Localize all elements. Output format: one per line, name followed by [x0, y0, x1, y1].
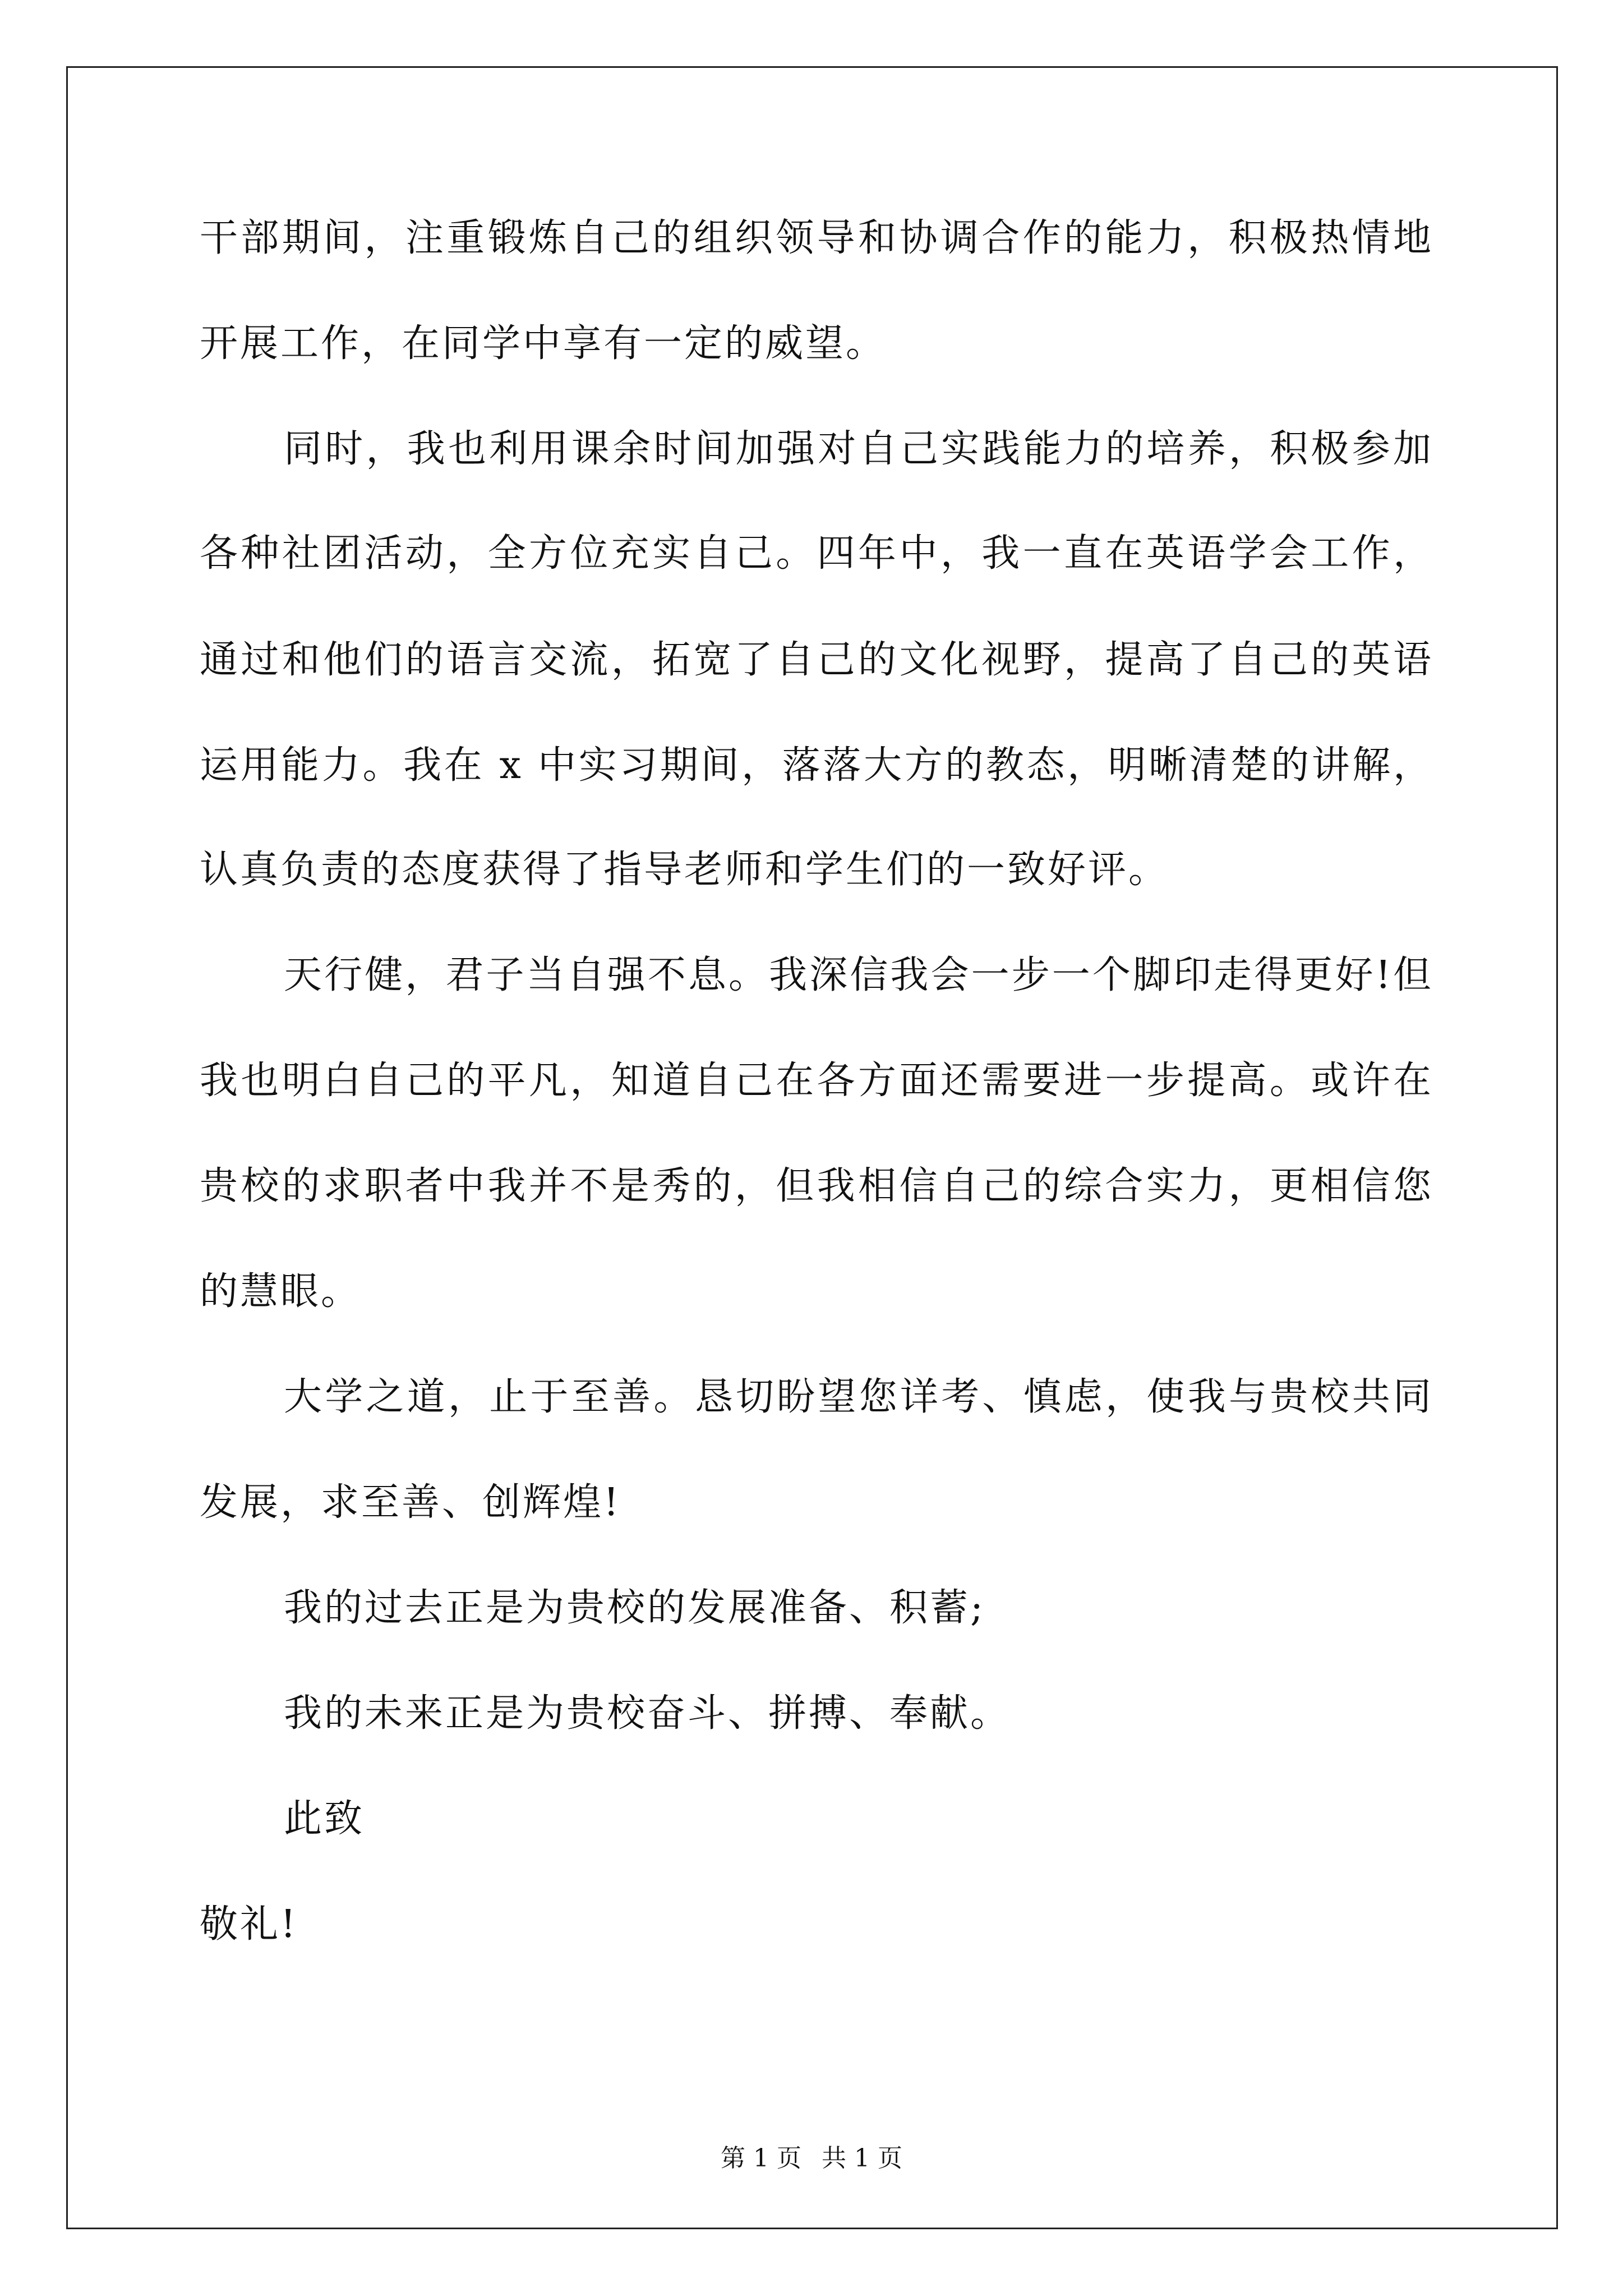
text-line: 贵校的求职者中我并不是秀的，但我相信自己的综合实力，更相信您: [200, 1164, 1433, 1208]
closing-salutation: 此致: [284, 1797, 365, 1841]
paragraph-start-line: 大学之道，止于至善。恳切盼望您详考、慎虑，使我与贵校共同: [284, 1375, 1433, 1419]
paragraph-start-line: 我的未来正是为贵校奋斗、拼搏、奉献。: [284, 1691, 1011, 1736]
paragraph-start-line: 天行健，君子当自强不息。我深信我会一步一个脚印走得更好!但: [284, 953, 1433, 997]
text-line: 各种社团活动，全方位充实自己。四年中，我一直在英语学会工作，: [200, 531, 1433, 576]
text-line: 运用能力。我在 x 中实习期间，落落大方的教态，明晰清楚的讲解，: [200, 743, 1433, 788]
page-total: 共 1 页: [822, 2144, 902, 2173]
text-line: 我也明白自己的平凡，知道自己在各方面还需要进一步提高。或许在: [200, 1059, 1433, 1103]
page-number: 第 1 页: [721, 2144, 801, 2173]
text-line: 发展，求至善、创辉煌!: [200, 1480, 621, 1525]
page-footer: [0, 2142, 1623, 2175]
text-line: 认真负责的态度获得了指导老师和学生们的一致好评。: [200, 848, 1169, 892]
text-line: 的慧眼。: [200, 1269, 362, 1314]
text-line: 干部期间，注重锻炼自己的组织领导和协调合作的能力，积极热情地: [200, 216, 1433, 260]
paragraph-start-line: 同时，我也利用课余时间加强对自己实践能力的培养，积极参加: [284, 427, 1433, 471]
paragraph-start-line: 我的过去正是为贵校的发展准备、积蓄;: [284, 1586, 985, 1630]
text-line: 通过和他们的语言交流，拓宽了自己的文化视野，提高了自己的英语: [200, 638, 1433, 682]
closing-regards: 敬礼!: [200, 1902, 298, 1947]
text-line: 开展工作，在同学中享有一定的威望。: [200, 321, 887, 366]
